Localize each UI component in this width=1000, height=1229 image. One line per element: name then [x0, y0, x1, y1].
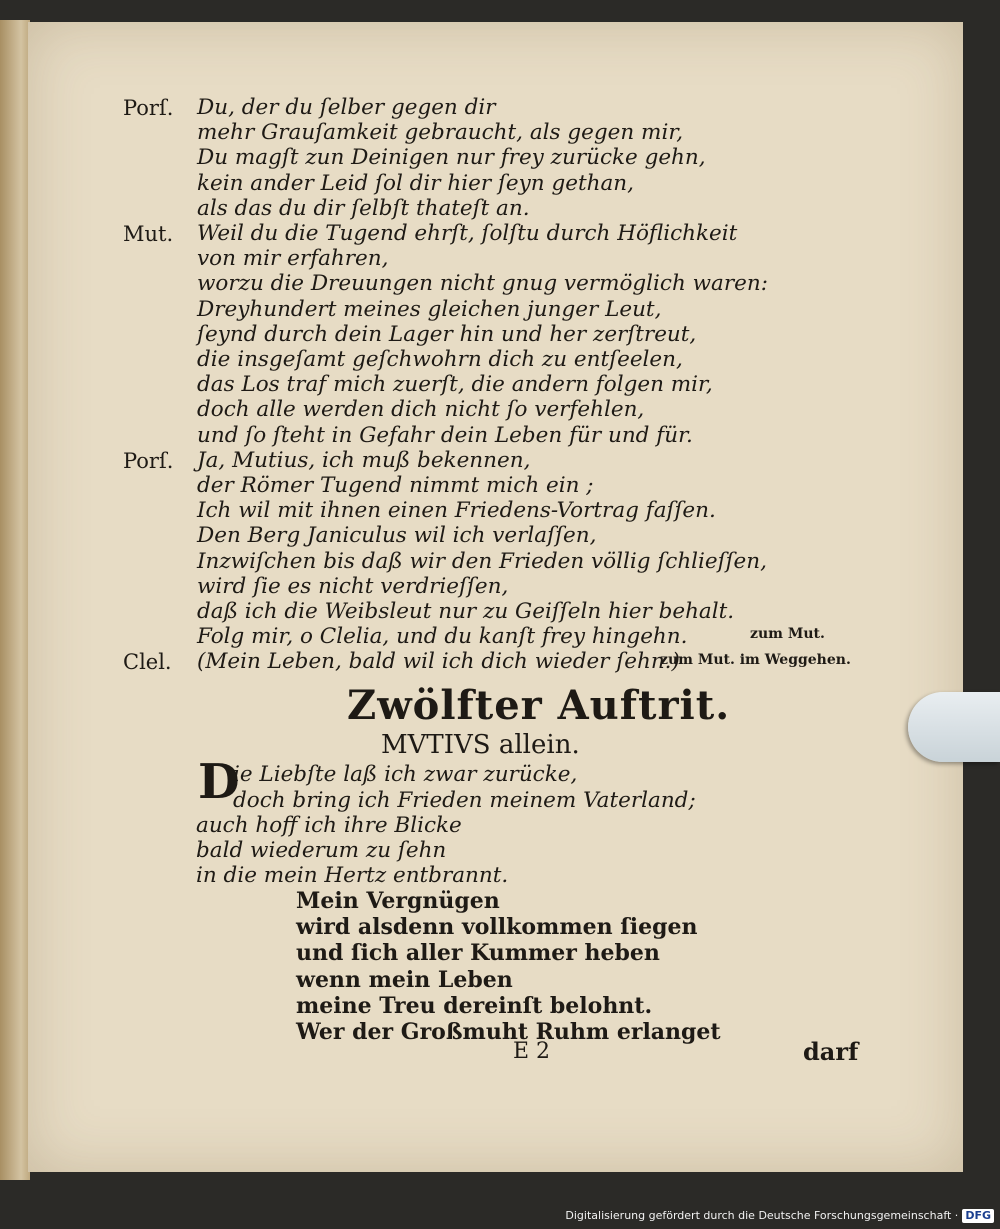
speaker-label: Clel. — [123, 650, 172, 674]
dialogue-line: Ich wil mit ihnen einen Friedens-Vortrag faſſen. — [197, 498, 716, 523]
dialogue-line: Inzwiſchen bis daß wir den Frieden völlig ſchlieſſen, — [197, 549, 767, 574]
dialogue-line: als das du dir ſelbſt thateſt an. — [197, 196, 530, 221]
song-line: Wer der Großmuht Ruhm erlanget — [296, 1019, 721, 1045]
aria-first-line: ie Liebſte laß ich zwar zurücke, — [233, 762, 578, 787]
speaker-label: Mut. — [123, 222, 174, 246]
drop-cap: D — [198, 754, 240, 810]
dialogue-line: mehr Grauſamkeit gebraucht, als gegen mir, — [197, 120, 684, 145]
dialogue-line: Ja, Mutius, ich muß bekennen, — [197, 448, 531, 473]
dialogue-line: worzu die Dreuungen nicht gnug vermöglich waren: — [197, 271, 768, 296]
page-clip — [908, 692, 1000, 762]
aria-line: auch hoff ich ihre Blicke — [196, 813, 462, 838]
dfg-logo: DFG — [962, 1209, 994, 1223]
dialogue-line: und ſo ſteht in Gefahr dein Leben für und für. — [197, 423, 693, 448]
dialogue-line: (Mein Leben, bald wil ich dich wieder ſehn.) — [197, 649, 680, 674]
song-line: wird alsdenn vollkommen ſiegen — [296, 914, 698, 940]
song-line: wenn mein Leben — [296, 967, 513, 993]
stage-direction-1: zum Mut. — [750, 626, 825, 642]
scene-heading: Zwölfter Auftrit. — [347, 682, 731, 729]
aria-line: in die mein Hertz entbrannt. — [196, 863, 509, 888]
credit-text: Digitalisierung gefördert durch die Deutsche Forschungsgemeinschaft · — [565, 1209, 959, 1222]
signature-mark: E 2 — [513, 1039, 551, 1064]
dialogue-line: der Römer Tugend nimmt mich ein ; — [197, 473, 594, 498]
dialogue-line: daß ich die Weibsleut nur zu Geiſſeln hier behalt. — [197, 599, 735, 624]
dialogue-line: Dreyhundert meines gleichen junger Leut, — [197, 297, 662, 322]
aria-line: doch bring ich Frieden meinem Vaterland; — [233, 788, 696, 813]
dialogue-line: Den Berg Janiculus wil ich verlaſſen, — [197, 523, 597, 548]
dialogue-line: Du magſt zun Deinigen nur frey zurücke gehn, — [197, 145, 706, 170]
aria-line: bald wiederum zu ſehn — [196, 838, 447, 863]
digitization-credit — [565, 1209, 994, 1223]
speaker-label: Porſ. — [123, 96, 174, 120]
adjacent-page-edge — [0, 20, 30, 1180]
dialogue-line: Du, der du ſelber gegen dir — [197, 95, 496, 120]
dialogue-line: doch alle werden dich nicht ſo verfehlen, — [197, 397, 645, 422]
song-line: meine Treu dereinſt belohnt. — [296, 993, 653, 1019]
dialogue-line: Weil du die Tugend ehrſt, ſolſtu durch Höflichkeit — [197, 221, 738, 246]
dialogue-line: wird ſie es nicht verdrieſſen, — [197, 574, 509, 599]
dialogue-line: die insgeſamt geſchwohrn dich zu entſeelen, — [197, 347, 683, 372]
dialogue-line: Folg mir, o Clelia, und du kanſt frey hingehn. — [197, 624, 688, 649]
catchword: darf — [803, 1037, 859, 1066]
dialogue-line: kein ander Leid ſol dir hier ſeyn gethan, — [197, 171, 634, 196]
song-line: Mein Vergnügen — [296, 888, 500, 914]
dialogue-line: das Los traf mich zuerſt, die andern folgen mir, — [197, 372, 713, 397]
song-line: und ſich aller Kummer heben — [296, 940, 660, 966]
stage-direction-2: zum Mut. im Weggehen. — [660, 652, 851, 668]
dialogue-line: von mir erfahren, — [197, 246, 389, 271]
speaker-label: Porſ. — [123, 449, 174, 473]
dialogue-line: ſeynd durch dein Lager hin und her zerſtreut, — [197, 322, 697, 347]
scene-subheading: MVTIVS allein. — [381, 730, 580, 760]
